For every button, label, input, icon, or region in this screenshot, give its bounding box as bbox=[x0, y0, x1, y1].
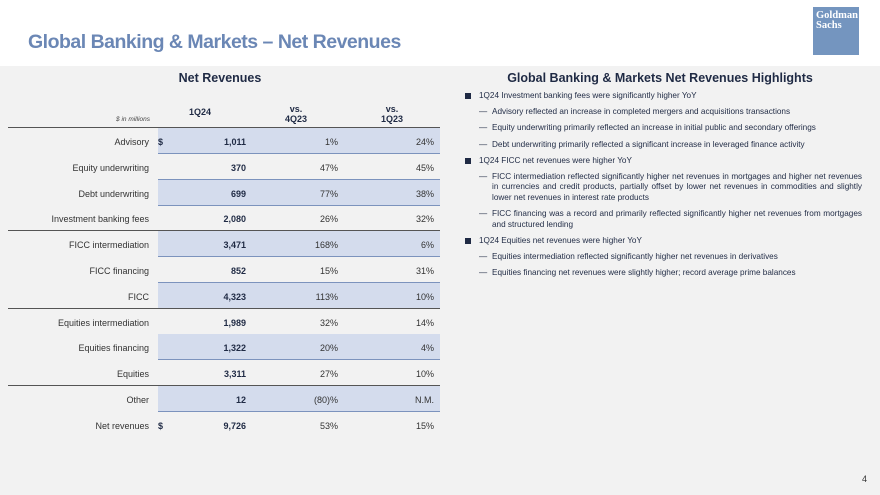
change-vs-1q23: 10% bbox=[415, 291, 434, 302]
change-vs-4q23: 20% bbox=[319, 343, 338, 354]
highlight-sub-list bbox=[479, 252, 862, 279]
sub-item-text: Advisory reflected an increase in completed mergers and acquisitions transactions bbox=[492, 106, 791, 116]
content-panel bbox=[0, 66, 880, 495]
header bbox=[0, 0, 880, 66]
change-vs-4q23: 26% bbox=[319, 214, 338, 225]
value-1q24: 1,989 bbox=[223, 317, 246, 328]
row-label: Equity underwriting bbox=[72, 162, 149, 173]
change-vs-1q23: 14% bbox=[415, 317, 434, 328]
row-label: FICC financing bbox=[89, 266, 149, 276]
highlight-sub-item bbox=[479, 123, 862, 134]
sub-item-text: Equities intermediation reflected significantly higher net revenues in derivatives bbox=[492, 251, 778, 261]
value-1q24: 370 bbox=[230, 162, 246, 173]
row-label: Debt underwriting bbox=[78, 188, 149, 199]
table-row bbox=[8, 257, 440, 283]
goldman-sachs-logo bbox=[813, 7, 859, 55]
change-vs-4q23: 47% bbox=[319, 162, 338, 173]
highlight-sub-list bbox=[479, 107, 862, 151]
highlight-item bbox=[462, 91, 862, 150]
change-vs-1q23: 15% bbox=[415, 420, 434, 431]
table-row bbox=[8, 386, 440, 412]
change-vs-1q23: 31% bbox=[415, 266, 434, 276]
highlight-sub-item bbox=[479, 107, 862, 118]
column-header-line1: vs. bbox=[385, 104, 399, 114]
change-vs-1q23: 24% bbox=[415, 137, 434, 147]
row-label: Advisory bbox=[114, 137, 149, 147]
sub-item-text: Equities financing net revenues were slightly higher; record average prime balances bbox=[492, 268, 796, 277]
logo-line-2: Sachs bbox=[816, 20, 842, 31]
value-1q24: 9,726 bbox=[223, 420, 246, 431]
dollar-sign: $ bbox=[158, 420, 164, 431]
change-vs-4q23: 168% bbox=[314, 240, 338, 251]
table-row bbox=[8, 205, 440, 231]
table-row bbox=[8, 334, 440, 360]
value-1q24: 4,323 bbox=[223, 291, 246, 302]
highlight-text: 1Q24 FICC net revenues were higher YoY bbox=[479, 156, 632, 165]
row-label: Equities financing bbox=[78, 343, 149, 354]
value-1q24: 1,011 bbox=[223, 137, 246, 147]
table-row bbox=[8, 412, 440, 438]
highlight-sub-list bbox=[479, 172, 862, 231]
page-number: 4 bbox=[861, 474, 867, 484]
table-row bbox=[8, 360, 440, 386]
table-row bbox=[8, 309, 440, 335]
change-vs-4q23: (80)% bbox=[313, 395, 338, 405]
change-vs-4q23: 1% bbox=[324, 137, 338, 147]
highlight-sub-item bbox=[479, 252, 862, 263]
dash-bullet-icon: — bbox=[479, 268, 488, 277]
sub-item-text: FICC intermediation reflected significantly higher net revenues in mortgages and higher net revenues in currencies and credit products, partially offset by lower net revenues in commodities and slightly lower net revenues in interest rate products bbox=[492, 171, 862, 202]
value-1q24: 852 bbox=[230, 266, 246, 276]
table-row bbox=[8, 128, 440, 154]
square-bullet-icon bbox=[465, 158, 471, 164]
dollar-sign: $ bbox=[158, 137, 164, 147]
dash-bullet-icon: — bbox=[479, 123, 488, 132]
dash-bullet-icon: — bbox=[479, 106, 488, 116]
value-1q24: 3,471 bbox=[223, 240, 246, 251]
highlight-sub-item bbox=[479, 140, 862, 151]
column-header-line2: 4Q23 bbox=[284, 114, 308, 124]
value-1q24: 12 bbox=[235, 395, 246, 405]
logo-line-1: Goldman bbox=[816, 10, 859, 21]
highlight-sub-item bbox=[479, 209, 862, 230]
highlights-list bbox=[462, 91, 862, 285]
change-vs-4q23: 113% bbox=[315, 291, 338, 302]
net-revenues-heading: Net Revenues bbox=[178, 71, 262, 85]
row-label: Investment banking fees bbox=[51, 214, 149, 225]
change-vs-4q23: 15% bbox=[319, 266, 338, 276]
row-label: Net revenues bbox=[95, 420, 149, 431]
column-header-vs-4q23 bbox=[256, 104, 336, 124]
highlight-item bbox=[462, 236, 862, 279]
column-header-1q24 bbox=[160, 107, 240, 117]
change-vs-4q23: 53% bbox=[319, 420, 338, 431]
column-header-line1: vs. bbox=[289, 104, 303, 114]
value-1q24: 699 bbox=[230, 188, 246, 199]
highlight-item bbox=[462, 156, 862, 230]
dash-bullet-icon: — bbox=[479, 251, 488, 261]
highlights-heading: Global Banking & Markets Net Revenues Highlights bbox=[507, 71, 813, 85]
row-label: Other bbox=[126, 395, 149, 405]
dash-bullet-icon: — bbox=[479, 139, 488, 149]
highlight-text: 1Q24 Equities net revenues were higher YoY bbox=[479, 236, 642, 245]
table-row bbox=[8, 231, 440, 257]
units-label: $ in millions bbox=[116, 116, 150, 123]
change-vs-4q23: 27% bbox=[319, 369, 338, 380]
column-header-line2: 1Q23 bbox=[380, 114, 404, 124]
dash-bullet-icon: — bbox=[479, 171, 488, 181]
table-row bbox=[8, 283, 440, 309]
dash-bullet-icon: — bbox=[479, 209, 488, 218]
square-bullet-icon bbox=[465, 238, 471, 244]
row-label: Equities bbox=[116, 369, 149, 380]
row-label: FICC bbox=[128, 291, 149, 302]
sub-item-text: FICC financing was a record and primarily reflected significantly higher net revenues from mortgages and structured lending bbox=[492, 209, 862, 229]
value-1q24: 1,322 bbox=[223, 343, 246, 354]
highlight-text: 1Q24 Investment banking fees were significantly higher YoY bbox=[479, 91, 697, 100]
change-vs-1q23: N.M. bbox=[415, 395, 434, 405]
sub-item-text: Equity underwriting primarily reflected an increase in initial public and secondary offerings bbox=[492, 123, 816, 132]
row-label: FICC intermediation bbox=[68, 240, 149, 251]
highlight-sub-item bbox=[479, 172, 862, 204]
value-1q24: 3,311 bbox=[223, 369, 246, 380]
highlight-sub-item bbox=[479, 268, 862, 279]
change-vs-1q23: 4% bbox=[420, 343, 434, 354]
column-header-vs-1q23 bbox=[352, 104, 432, 124]
change-vs-1q23: 6% bbox=[420, 240, 434, 251]
value-1q24: 2,080 bbox=[223, 214, 246, 225]
change-vs-1q23: 10% bbox=[415, 369, 434, 380]
change-vs-1q23: 38% bbox=[415, 188, 434, 199]
table-row bbox=[8, 180, 440, 206]
change-vs-4q23: 77% bbox=[319, 188, 338, 199]
row-label: Equities intermediation bbox=[57, 317, 149, 328]
square-bullet-icon bbox=[465, 93, 471, 99]
column-header-line2: 1Q24 bbox=[188, 107, 212, 117]
change-vs-1q23: 45% bbox=[415, 162, 434, 173]
sub-item-text: Debt underwriting primarily reflected a significant increase in leveraged finance activity bbox=[492, 139, 805, 149]
table-row bbox=[8, 154, 440, 180]
change-vs-1q23: 32% bbox=[415, 214, 434, 225]
change-vs-4q23: 32% bbox=[319, 317, 338, 328]
page-title: Global Banking & Markets – Net Revenues bbox=[28, 31, 401, 53]
